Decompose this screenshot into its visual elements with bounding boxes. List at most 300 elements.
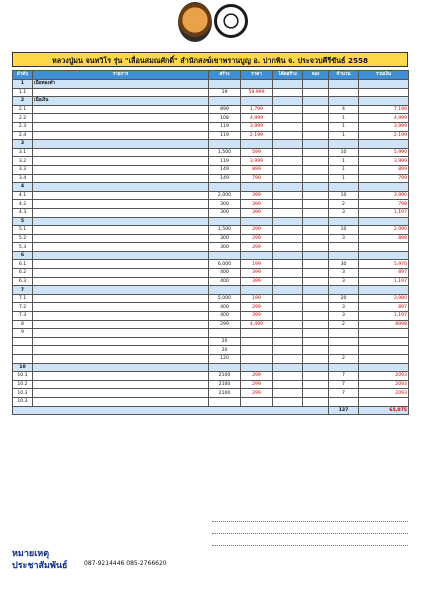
cell-code — [273, 320, 303, 329]
cell-built — [209, 286, 241, 295]
cell-code — [273, 269, 303, 278]
cell-code — [273, 157, 303, 166]
remark-row — [12, 548, 412, 560]
row-number: 7.2 — [13, 303, 33, 312]
col-header: จำนวน — [329, 71, 359, 80]
row-number: 2.3 — [13, 122, 33, 131]
table-row — [13, 260, 409, 269]
cell-code — [273, 226, 303, 235]
contact-row — [12, 560, 412, 572]
cell-code — [273, 217, 303, 226]
cell-qty: 1 — [329, 122, 359, 131]
cell-total: 7,196 — [359, 105, 409, 114]
cell-reserved — [303, 88, 329, 97]
item-name: เนื้อเงิน — [33, 97, 209, 106]
cell-price: 299 — [241, 226, 273, 235]
item-name: เนื้อทองคำ — [33, 80, 209, 89]
row-number: 4 — [13, 183, 33, 192]
row-number: 10.3 — [13, 397, 33, 406]
cell-price: 299 — [241, 372, 273, 381]
col-header: ราคา — [241, 71, 273, 80]
cell-built — [209, 397, 241, 406]
cell-total: 2,990 — [359, 226, 409, 235]
cell-price: 299 — [241, 303, 273, 312]
item-name — [33, 148, 209, 157]
cell-qty: 10 — [329, 191, 359, 200]
cell-qty: 7 — [329, 380, 359, 389]
row-number: 5.3 — [13, 243, 33, 252]
cell-built: 300 — [209, 208, 241, 217]
cell-reserved — [303, 243, 329, 252]
cell-price: 2,199 — [241, 131, 273, 140]
item-name — [33, 105, 209, 114]
cell-total: 3,999 — [359, 122, 409, 131]
cell-code — [273, 208, 303, 217]
item-name — [33, 363, 209, 372]
cell-code — [273, 148, 303, 157]
item-name — [33, 320, 209, 329]
cell-built — [209, 80, 241, 89]
cell-built: 6,000 — [209, 260, 241, 269]
cell-price — [241, 183, 273, 192]
col-header: สร้าง — [209, 71, 241, 80]
table-row — [13, 294, 409, 303]
cell-qty: 2 — [329, 320, 359, 329]
cell-reserved — [303, 234, 329, 243]
row-number: 7 — [13, 286, 33, 295]
cell-qty — [329, 329, 359, 338]
row-number: 4.1 — [13, 191, 33, 200]
cell-price — [241, 346, 273, 355]
cell-price — [241, 140, 273, 149]
row-number: 4.3 — [13, 208, 33, 217]
item-name — [33, 312, 209, 321]
table-row — [13, 114, 409, 123]
cell-total — [359, 251, 409, 260]
cell-total — [359, 363, 409, 372]
cell-total — [359, 140, 409, 149]
cell-reserved — [303, 122, 329, 131]
cell-reserved — [303, 157, 329, 166]
cell-reserved — [303, 165, 329, 174]
row-number: 2.2 — [13, 114, 33, 123]
cell-built: 300 — [209, 234, 241, 243]
cell-total — [359, 88, 409, 97]
cell-reserved — [303, 131, 329, 140]
cell-reserved — [303, 372, 329, 381]
cell-price: 1,799 — [241, 105, 273, 114]
row-number: 4.2 — [13, 200, 33, 209]
cell-reserved — [303, 260, 329, 269]
cell-code — [273, 97, 303, 106]
cell-code — [273, 389, 303, 398]
row-number: 8 — [13, 320, 33, 329]
cell-built: 120 — [209, 355, 241, 364]
table-row — [13, 226, 409, 235]
cell-built: 20 — [209, 337, 241, 346]
cell-code — [273, 329, 303, 338]
cell-price: 799 — [241, 174, 273, 183]
cell-qty: 3 — [329, 208, 359, 217]
cell-code — [273, 131, 303, 140]
cell-total: 899 — [359, 165, 409, 174]
row-number: 2 — [13, 97, 33, 106]
cell-total: 3,999 — [359, 157, 409, 166]
table-row — [13, 122, 409, 131]
cell-code — [273, 363, 303, 372]
cell-built: 119 — [209, 157, 241, 166]
cell-price: 3,999 — [241, 157, 273, 166]
cell-price — [241, 217, 273, 226]
cell-reserved — [303, 312, 329, 321]
cell-qty: 3 — [329, 303, 359, 312]
cell-qty — [329, 363, 359, 372]
col-header: ลำดับ — [13, 71, 33, 80]
row-number — [13, 337, 33, 346]
item-name — [33, 303, 209, 312]
cell-qty — [329, 397, 359, 406]
cell-price: 399 — [241, 269, 273, 278]
table-row — [13, 157, 409, 166]
item-name — [33, 286, 209, 295]
table-row — [13, 269, 409, 278]
cell-code — [273, 355, 303, 364]
row-number: 10 — [13, 363, 33, 372]
cell-price — [241, 397, 273, 406]
cell-code — [273, 303, 303, 312]
monk-portrait-seal-icon — [178, 2, 212, 42]
cell-code — [273, 286, 303, 295]
cell-reserved — [303, 363, 329, 372]
cell-reserved — [303, 251, 329, 260]
item-name — [33, 251, 209, 260]
item-name — [33, 200, 209, 209]
item-name — [33, 226, 209, 235]
table-row — [13, 148, 409, 157]
cell-built: 19 — [209, 88, 241, 97]
cell-built: 20 — [209, 346, 241, 355]
cell-reserved — [303, 208, 329, 217]
cell-built — [209, 363, 241, 372]
cell-code — [273, 372, 303, 381]
cell-price: 599 — [241, 148, 273, 157]
item-name — [33, 165, 209, 174]
cell-total — [359, 337, 409, 346]
item-name — [33, 208, 209, 217]
cell-total: 2093 — [359, 380, 409, 389]
cell-total — [359, 80, 409, 89]
cell-qty: 2 — [329, 355, 359, 364]
cell-qty: 20 — [329, 294, 359, 303]
cell-price: 399 — [241, 208, 273, 217]
cell-code — [273, 105, 303, 114]
cell-built: 149 — [209, 174, 241, 183]
cell-price — [241, 286, 273, 295]
table-row — [13, 105, 409, 114]
cell-total — [359, 183, 409, 192]
cell-total: 897 — [359, 269, 409, 278]
cell-price: 399 — [241, 200, 273, 209]
cell-qty — [329, 183, 359, 192]
cell-total: 1,197 — [359, 277, 409, 286]
cell-total — [359, 97, 409, 106]
cell-reserved — [303, 114, 329, 123]
item-name — [33, 131, 209, 140]
cell-price: 4,999 — [241, 114, 273, 123]
cell-code — [273, 165, 303, 174]
cell-built — [209, 140, 241, 149]
cell-qty: 1 — [329, 165, 359, 174]
item-name — [33, 372, 209, 381]
cell-total: 3,990 — [359, 191, 409, 200]
cell-price: 299 — [241, 380, 273, 389]
table-row — [13, 200, 409, 209]
item-name — [33, 157, 209, 166]
cell-built: 300 — [209, 243, 241, 252]
cell-total — [359, 329, 409, 338]
row-number: 5 — [13, 217, 33, 226]
cell-price: 299 — [241, 234, 273, 243]
cell-qty — [329, 88, 359, 97]
section-row — [13, 363, 409, 372]
row-number: 2.4 — [13, 131, 33, 140]
cell-qty: 4 — [329, 105, 359, 114]
cell-qty: 3 — [329, 277, 359, 286]
section-row — [13, 251, 409, 260]
item-name — [33, 269, 209, 278]
cell-reserved — [303, 346, 329, 355]
cell-code — [273, 251, 303, 260]
cell-code — [273, 243, 303, 252]
contact-text: 087-9214446 085-2766620 — [84, 560, 167, 568]
cell-qty — [329, 217, 359, 226]
item-name — [33, 217, 209, 226]
cell-built: 400 — [209, 277, 241, 286]
table-row — [13, 320, 409, 329]
cell-price: 199 — [241, 260, 273, 269]
cell-qty — [329, 243, 359, 252]
cell-total: 5,970 — [359, 260, 409, 269]
cell-reserved — [303, 191, 329, 200]
total-qty: 137 — [329, 406, 359, 415]
cell-total: 799 — [359, 174, 409, 183]
cell-built: 299 — [209, 320, 241, 329]
cell-price — [241, 97, 273, 106]
cell-total — [359, 286, 409, 295]
cell-code — [273, 346, 303, 355]
cell-reserved — [303, 277, 329, 286]
remark-label: หมายเหตุ — [12, 549, 50, 559]
cell-qty: 10 — [329, 148, 359, 157]
row-number — [13, 355, 33, 364]
row-number: 6.1 — [13, 260, 33, 269]
item-name — [33, 346, 209, 355]
table-row — [13, 372, 409, 381]
cell-total: 798 — [359, 200, 409, 209]
cell-qty: 2 — [329, 200, 359, 209]
cell-reserved — [303, 217, 329, 226]
dharma-wheel-icon — [214, 4, 248, 38]
item-name — [33, 140, 209, 149]
table-row — [13, 131, 409, 140]
cell-built: 119 — [209, 122, 241, 131]
cell-qty — [329, 346, 359, 355]
cell-code — [273, 277, 303, 286]
signature-line — [212, 512, 408, 522]
cell-reserved — [303, 389, 329, 398]
cell-built: 2,000 — [209, 191, 241, 200]
item-name — [33, 114, 209, 123]
table-row — [13, 277, 409, 286]
col-header: รวมเงิน — [359, 71, 409, 80]
table-row — [13, 346, 409, 355]
cell-reserved — [303, 320, 329, 329]
cell-total — [359, 217, 409, 226]
section-row — [13, 140, 409, 149]
cell-qty: 1 — [329, 114, 359, 123]
cell-reserved — [303, 148, 329, 157]
col-header: โค้ดสร้าง — [273, 71, 303, 80]
cell-code — [273, 88, 303, 97]
row-number: 6.3 — [13, 277, 33, 286]
cell-built: 2100 — [209, 389, 241, 398]
cell-reserved — [303, 200, 329, 209]
row-number — [13, 346, 33, 355]
cell-total: 2093 — [359, 372, 409, 381]
cell-qty — [329, 80, 359, 89]
item-name — [33, 355, 209, 364]
total-amount: 65,075 — [359, 406, 409, 415]
cell-code — [273, 191, 303, 200]
cell-qty: 3 — [329, 312, 359, 321]
row-number: 5.1 — [13, 226, 33, 235]
cell-total: 897 — [359, 303, 409, 312]
table-row — [13, 234, 409, 243]
table-row — [13, 303, 409, 312]
cell-reserved — [303, 329, 329, 338]
cell-code — [273, 80, 303, 89]
row-number: 3.3 — [13, 165, 33, 174]
section-row — [13, 183, 409, 192]
cell-built: 149 — [209, 165, 241, 174]
cell-built: 108 — [209, 114, 241, 123]
cell-total — [359, 243, 409, 252]
cell-built: 5,000 — [209, 294, 241, 303]
cell-code — [273, 312, 303, 321]
cell-code — [273, 140, 303, 149]
row-number: 3.4 — [13, 174, 33, 183]
cell-price: 399 — [241, 312, 273, 321]
cell-code — [273, 380, 303, 389]
row-number: 10.3 — [13, 389, 33, 398]
cell-reserved — [303, 80, 329, 89]
cell-qty: 7 — [329, 389, 359, 398]
cell-total: 898 — [359, 234, 409, 243]
row-number: 1 — [13, 80, 33, 89]
table-row — [13, 380, 409, 389]
item-name — [33, 389, 209, 398]
cell-built — [209, 251, 241, 260]
row-number: 6.2 — [13, 269, 33, 278]
total-row — [13, 406, 409, 415]
cell-built: 2100 — [209, 372, 241, 381]
row-number: 3.2 — [13, 157, 33, 166]
row-number: 10.1 — [13, 372, 33, 381]
cell-price — [241, 363, 273, 372]
table-row — [13, 243, 409, 252]
cell-total: 2,199 — [359, 131, 409, 140]
cell-built: 1,500 — [209, 148, 241, 157]
table-row — [13, 191, 409, 200]
cell-built — [209, 329, 241, 338]
cell-code — [273, 294, 303, 303]
cell-built: 400 — [209, 312, 241, 321]
cell-qty: 3 — [329, 269, 359, 278]
cell-price — [241, 80, 273, 89]
cell-reserved — [303, 174, 329, 183]
cell-price: 199 — [241, 294, 273, 303]
cell-total: 5,990 — [359, 148, 409, 157]
cell-total — [359, 397, 409, 406]
cell-code — [273, 183, 303, 192]
contact-label: ประชาสัมพันธ์ — [12, 561, 68, 572]
cell-qty: 7 — [329, 372, 359, 381]
cell-qty: 1 — [329, 131, 359, 140]
cell-reserved — [303, 140, 329, 149]
total-label — [13, 406, 329, 415]
signature-block — [212, 512, 408, 548]
order-table — [12, 70, 409, 415]
item-name — [33, 380, 209, 389]
section-row — [13, 217, 409, 226]
table-header-row — [13, 71, 409, 80]
row-number: 7.3 — [13, 312, 33, 321]
cell-built: 300 — [209, 200, 241, 209]
row-number: 6 — [13, 251, 33, 260]
cell-built: 2100 — [209, 380, 241, 389]
cell-reserved — [303, 105, 329, 114]
header-logos — [0, 2, 423, 46]
item-name — [33, 337, 209, 346]
page-title: หลวงปู่มน จนทวิโร รุ่น "เลื่อนสมณศักดิ์" สำนักสงฆ์เขาพรานบูญ อ. ปากพิน จ. ประจวบคีรีขันธ์ 2558 — [12, 52, 408, 67]
cell-reserved — [303, 337, 329, 346]
cell-qty: 1 — [329, 174, 359, 183]
signature-line — [212, 536, 408, 546]
row-number: 7.1 — [13, 294, 33, 303]
cell-total: 1,197 — [359, 208, 409, 217]
table-row — [13, 337, 409, 346]
table-row — [13, 312, 409, 321]
cell-qty: 10 — [329, 226, 359, 235]
cell-reserved — [303, 397, 329, 406]
row-number: 2.1 — [13, 105, 33, 114]
cell-reserved — [303, 183, 329, 192]
cell-code — [273, 260, 303, 269]
cell-built: 1,500 — [209, 226, 241, 235]
cell-reserved — [303, 380, 329, 389]
cell-built: 400 — [209, 303, 241, 312]
cell-built: 119 — [209, 131, 241, 140]
cell-qty — [329, 337, 359, 346]
cell-total — [359, 355, 409, 364]
item-name — [33, 243, 209, 252]
cell-code — [273, 174, 303, 183]
cell-total: 2093 — [359, 389, 409, 398]
cell-qty — [329, 140, 359, 149]
section-row — [13, 97, 409, 106]
cell-reserved — [303, 303, 329, 312]
cell-reserved — [303, 226, 329, 235]
